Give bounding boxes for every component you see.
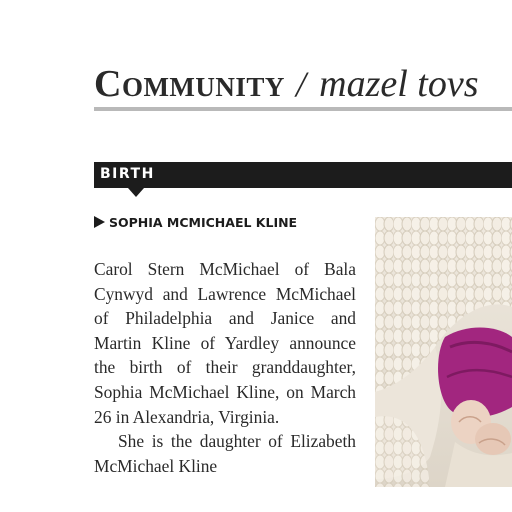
section-bar [94, 162, 512, 188]
triangle-right-icon [94, 216, 105, 228]
section-title: Community [94, 63, 285, 105]
section-notch-icon [128, 188, 144, 197]
article-body [94, 257, 356, 478]
section-label: BIRTH [100, 166, 155, 182]
baby-photo [375, 217, 512, 487]
page-header [94, 62, 479, 106]
paragraph: Carol Stern McMichael of Bala Cynwyd and Lawrence McMichael of Philadelphia and Janice and Martin Kline of Yardley announce the birth of their granddaughter, Sophia McMichael Kline, on March 26 in Alexandria, Virginia. [94, 259, 356, 427]
baby-photo-illustration [375, 217, 512, 487]
subsection-title: mazel tovs [319, 63, 479, 105]
headline-text: SOPHIA MCMICHAEL KLINE [109, 215, 298, 230]
header-separator: / [296, 64, 307, 104]
header-rule [94, 107, 512, 111]
paragraph: She is the daughter of Elizabeth McMichael Kline [94, 431, 356, 476]
article-headline [94, 215, 297, 230]
